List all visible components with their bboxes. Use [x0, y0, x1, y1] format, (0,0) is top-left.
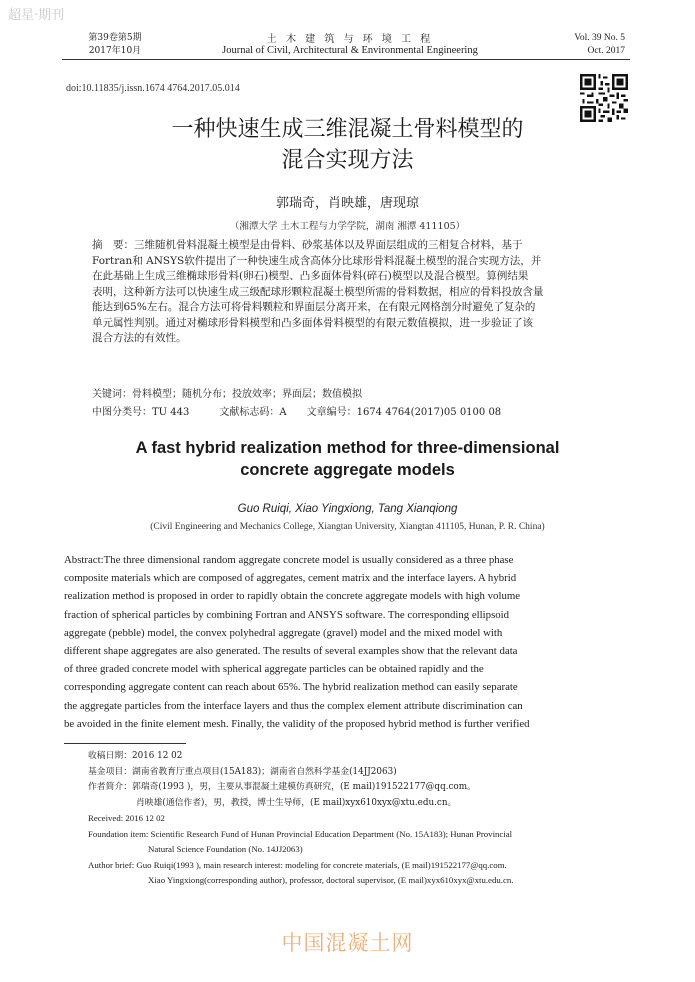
keywords-cn-label: 关键词： [92, 389, 132, 400]
footnotes [88, 749, 633, 889]
article-title-cn-line: 混合实现方法 [281, 148, 414, 173]
volume-issue-en: Vol. 39 No. 5 [574, 33, 625, 43]
authors-cn: 郭瑞奇，肖映雄，唐现琼 [275, 196, 419, 211]
abstract-en-line: fraction of spherical particles by combining Fortran and ANSYS software. The corresponding ellipsoid [64, 608, 510, 621]
footnote-author-cn: 作者简介：郭瑞奇(1993 )，男，主要从事混凝土建模仿真研究，(E mail)191522177@qq.com。 [88, 782, 476, 792]
header-left [70, 32, 160, 58]
abstract-en-line: realization method is proposed in order to rapidly obtain the concrete aggregate models with high volume [64, 590, 521, 603]
abstract-en-line: of three graded concrete model with spherical aggregate particles can be obtained rapidly and the [64, 663, 484, 676]
keywords-cn [92, 385, 632, 400]
date-en: Oct. 2017 [587, 46, 625, 56]
footnote-author-en: Author brief: Guo Ruiqi(1993 ), main research interest: modeling for concrete materials, (E mail)191522177@qq.com. [88, 859, 507, 870]
journal-name-cn: 土 木 建 筑 与 环 境 工 程 [266, 34, 434, 45]
footnote-rule [64, 743, 186, 744]
doi-line: doi:10.11835/j.issn.1674 4764.2017.05.014 [66, 83, 240, 94]
abstract-cn-line: 表明，这种新方法可以快速生成三级配球形颗粒混凝土模型所需的骨料数据，相应的骨料投放含量 [92, 285, 544, 298]
abstract-en-line: composite materials which are composed of aggregates, cement matrix and the interface layers. A hybrid [64, 572, 517, 585]
article-title-cn [60, 114, 635, 176]
footnote-author-en: Xiao Yingxiong(corresponding author), professor, doctoral supervisor, (E mail)xyx610xyx@xtu.edu.cn. [148, 875, 514, 885]
abstract-en-label: Abstract: [64, 554, 104, 566]
abstract-en-line: be avoided in the finite element mesh. Finally, the validity of the proposed hybrid method is further verified [64, 717, 530, 730]
watermark-concrete-net: 中国混凝土网 [281, 931, 414, 955]
article-title-en-line: A fast hybrid realization method for three-dimensional [135, 439, 560, 457]
footnote-author-cn: 肖映雄(通信作者)，男，教授，博士生导师，(E mail)xyx610xyx@xtu.edu.cn。 [136, 797, 457, 808]
abstract-en-line: corresponding aggregate content can reach about 65%. The hybrid realization method can easily separate [64, 681, 518, 694]
date-cn: 2017年10月 [88, 46, 142, 56]
abstract-cn-line: 混合方法的有效性。 [92, 332, 187, 344]
abstract-cn [92, 238, 632, 347]
volume-issue-cn: 第39卷第5期 [88, 33, 142, 43]
article-title-cn-line: 一种快速生成三维混凝土骨料模型的 [171, 117, 524, 142]
article-title-en [60, 437, 635, 481]
footnote-fund-en: Foundation item: Scientific Research Fund of Hunan Provincial Education Department (No. 15A183); Hunan Provincial [88, 828, 513, 839]
abstract-cn-label: 摘 要： [92, 239, 134, 251]
authors-en: Guo Ruiqi, Xiao Yingxiong, Tang Xianqiong [237, 503, 458, 515]
abstract-cn-line: 在此基础上生成三维椭球形骨料(卵石)模型、凸多面体骨料(碎石)模型以及混合模型。算例结果 [92, 270, 529, 282]
header-rule [62, 59, 630, 60]
abstract-en-line: different shape aggregates are also generated. The results of several examples show that the relevant data [64, 645, 518, 658]
abstract-cn-line: 单元属性判别。通过对椭球形骨料模型和凸多面体骨料模型的有限元数值模拟，进一步验证了该 [92, 316, 533, 329]
footnote-fund-cn: 基金项目：湖南省教育厅重点项目(15A183)；湖南省自然科学基金(14JJ2063) [88, 766, 397, 777]
abstract-en-line: Abstract:The three dimensional random aggregate concrete model is usually considered as a three phase [64, 554, 514, 566]
watermark-chaoxing: 超星·期刊 [8, 8, 65, 23]
abstract-en-line: aggregate (pebble) model, the convex polyhedral aggregate (gravel) model and the mixed model with [64, 626, 503, 639]
footnote-fund-en: Natural Science Foundation (No. 14JJ2063) [148, 844, 303, 854]
abstract-en-line: the aggregate particles from the interface layers and thus the complex element attribute discrimination can [64, 699, 523, 712]
footnote-received-en: Received: 2016 12 02 [88, 813, 165, 823]
header-right [555, 32, 625, 58]
footnote-received-cn: 收稿日期：2016 12 02 [88, 751, 183, 761]
journal-name-en: Journal of Civil, Architectural & Environmental Engineering [222, 45, 478, 56]
affiliation-cn: （湘潭大学 土木工程与力学学院，湖南 湘潭 411105） [229, 221, 466, 232]
abstract-cn-line: 摘 要：三维随机骨料混凝土模型是由骨料、砂浆基体以及界面层组成的三相复合材料，基于 [92, 239, 523, 251]
affiliation-en: (Civil Engineering and Mechanics College, Xiangtan University, Xiangtan 411105, Hunan, P. R. China) [150, 522, 545, 532]
abstract-cn-line: Fortran和 ANSYS软件提出了一种快速生成含高体分比球形骨料混凝土模型的混合实现方法，并 [92, 254, 542, 267]
header-center [170, 30, 530, 56]
article-title-en-line: concrete aggregate models [240, 461, 455, 479]
abstract-cn-line: 能达到65%左右。混合方法可将骨料颗粒和界面层分离开来，在有限元网格剖分时避免了复杂的 [92, 301, 536, 313]
classification-cn: 中图分类号：TU 443 文献标志码：A 文章编号：1674 4764(2017)05 0100 08 [92, 407, 502, 418]
keywords-cn-text: 骨料模型；随机分布；投放效率；界面层；数值模拟 [132, 389, 362, 400]
abstract-en [64, 551, 630, 733]
